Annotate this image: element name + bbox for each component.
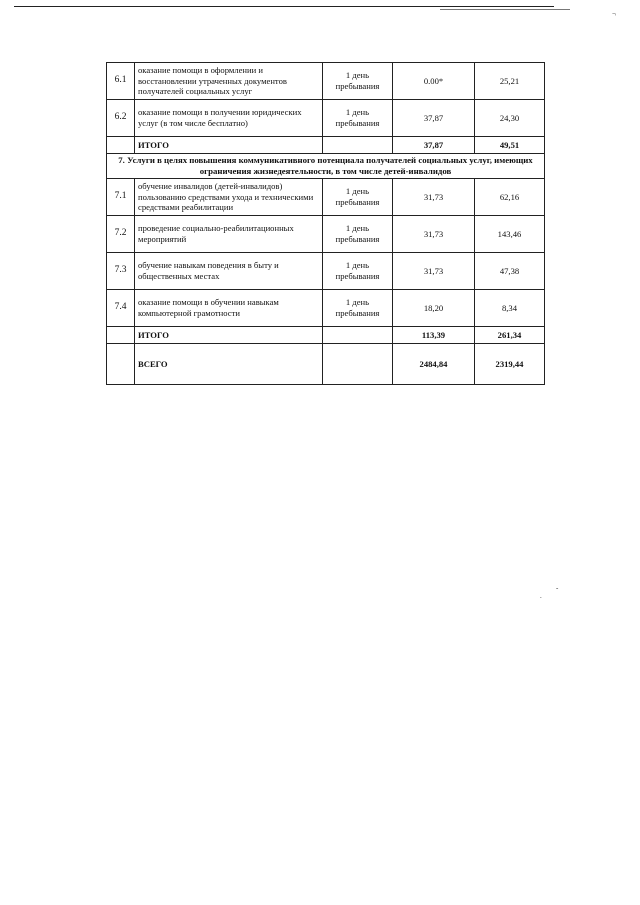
scan-speck: -	[556, 584, 559, 592]
top-rule	[14, 6, 554, 7]
scan-speck: .	[540, 592, 542, 600]
empty-cell	[107, 326, 135, 343]
value-1: 0.00*	[393, 63, 475, 100]
row-number: 7.2	[107, 215, 135, 252]
section-header-row	[107, 154, 545, 179]
empty-cell	[323, 343, 393, 384]
value-2: 143,46	[475, 215, 545, 252]
empty-cell	[323, 326, 393, 343]
services-tariff-table	[106, 62, 545, 385]
service-name: обучение навыкам поведения в быту и общественных местах	[135, 252, 323, 289]
service-name: проведение социально-реабилитационных мероприятий	[135, 215, 323, 252]
grand-total-value-2: 2319,44	[475, 343, 545, 384]
value-2: 8,34	[475, 289, 545, 326]
value-1: 31,73	[393, 215, 475, 252]
empty-cell	[107, 343, 135, 384]
value-1: 31,73	[393, 178, 475, 215]
total-value-2: 49,51	[475, 137, 545, 154]
section-title: 7. Услуги в целях повышения коммуникативного потенциала получателей социальных услуг, имеющих ограничения жизнедеятельности, в том числе детей-инвалидов	[107, 154, 545, 179]
empty-cell	[107, 137, 135, 154]
table-row	[107, 215, 545, 252]
row-number: 6.1	[107, 63, 135, 100]
total-value-2: 261,34	[475, 326, 545, 343]
row-number: 6.2	[107, 100, 135, 137]
total-label: ИТОГО	[135, 326, 323, 343]
table-row	[107, 252, 545, 289]
grand-total-label: ВСЕГО	[135, 343, 323, 384]
table-row	[107, 178, 545, 215]
service-name: обучение инвалидов (детей-инвалидов) пользованию средствами ухода и техническими средствами реабилитации	[135, 178, 323, 215]
total-value-1: 37,87	[393, 137, 475, 154]
value-2: 24,30	[475, 100, 545, 137]
table-row	[107, 289, 545, 326]
service-unit: 1 день пребывания	[323, 215, 393, 252]
top-rule-secondary	[440, 9, 570, 10]
table-row	[107, 63, 545, 100]
service-unit: 1 день пребывания	[323, 289, 393, 326]
service-unit: 1 день пребывания	[323, 63, 393, 100]
total-label: ИТОГО	[135, 137, 323, 154]
row-number: 7.4	[107, 289, 135, 326]
value-1: 37,87	[393, 100, 475, 137]
grand-total-value-1: 2484,84	[393, 343, 475, 384]
service-unit: 1 день пребывания	[323, 100, 393, 137]
service-name: оказание помощи в оформлении и восстановлении утраченных документов получателей социальных услуг	[135, 63, 323, 100]
service-unit: 1 день пребывания	[323, 178, 393, 215]
total-value-1: 113,39	[393, 326, 475, 343]
total-row	[107, 326, 545, 343]
grand-total-row	[107, 343, 545, 384]
value-2: 62,16	[475, 178, 545, 215]
scan-speck: ¬	[612, 10, 616, 18]
value-2: 25,21	[475, 63, 545, 100]
service-name: оказание помощи в получении юридических услуг (в том числе бесплатно)	[135, 100, 323, 137]
value-1: 31,73	[393, 252, 475, 289]
empty-cell	[323, 137, 393, 154]
row-number: 7.3	[107, 252, 135, 289]
value-2: 47,38	[475, 252, 545, 289]
value-1: 18,20	[393, 289, 475, 326]
total-row	[107, 137, 545, 154]
table-row	[107, 100, 545, 137]
service-name: оказание помощи в обучении навыкам компьютерной грамотности	[135, 289, 323, 326]
row-number: 7.1	[107, 178, 135, 215]
service-unit: 1 день пребывания	[323, 252, 393, 289]
